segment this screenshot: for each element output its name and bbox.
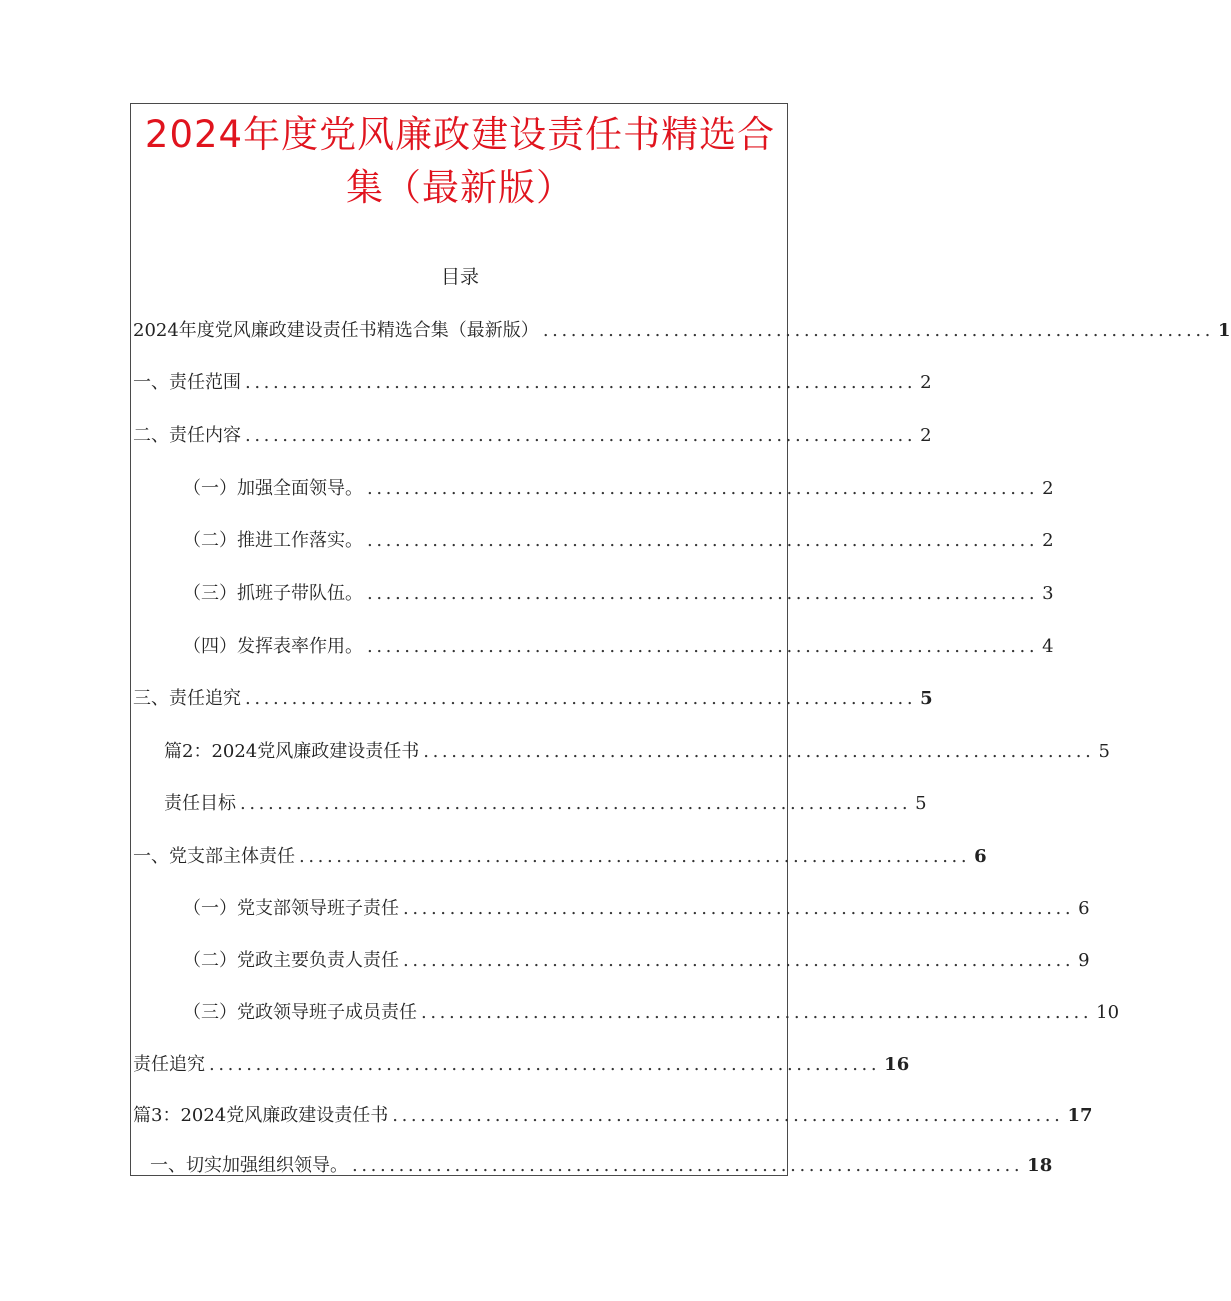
toc-entry-label: （一）加强全面领导。 <box>183 478 363 499</box>
document-title <box>0 108 920 214</box>
toc-leader-dots: ........................................................................ <box>367 583 1039 604</box>
toc-entry[interactable] <box>183 632 1054 662</box>
toc-entry[interactable] <box>183 946 1090 976</box>
toc-entry-page: 10 <box>1096 1002 1120 1023</box>
toc-entry-page: 6 <box>1078 898 1090 919</box>
toc-leader-dots: ........................................................................ <box>245 372 917 393</box>
toc-entry-page: 2 <box>920 372 932 393</box>
toc-entry-page: 5 <box>1098 741 1110 762</box>
toc-leader-dots: ........................................................................ <box>240 793 912 814</box>
toc-leader-dots: ........................................................................ <box>245 688 917 709</box>
toc-leader-dots: ........................................................................ <box>299 846 971 867</box>
toc-heading: 目录 <box>440 266 479 288</box>
toc-entry-page: 5 <box>915 793 927 814</box>
toc-leader-dots: ........................................................................ <box>367 478 1039 499</box>
toc-leader-dots: ........................................................................ <box>421 1002 1093 1023</box>
toc-entry[interactable] <box>133 421 932 451</box>
toc-entry-label: 责任目标 <box>164 793 236 814</box>
toc-entry-page: 1 <box>1217 320 1231 341</box>
toc-entry-page: 3 <box>1042 583 1054 604</box>
toc-entry-label: （一）党支部领导班子责任 <box>183 898 399 919</box>
toc-entry-page: 4 <box>1042 636 1054 657</box>
toc-entry-label: 一、切实加强组织领导。 <box>150 1155 348 1176</box>
toc-entry-label: 二、责任内容 <box>133 425 241 446</box>
toc-entry-label: 责任追究 <box>133 1054 205 1075</box>
toc-entry[interactable] <box>133 842 987 872</box>
toc-entry-page: 2 <box>1042 530 1054 551</box>
toc-leader-dots: ........................................................................ <box>209 1054 881 1075</box>
toc-leader-dots: ........................................................................ <box>403 950 1075 971</box>
toc-entry[interactable] <box>150 1151 1053 1181</box>
toc-leader-dots: ........................................................................ <box>542 320 1214 341</box>
toc-entry-label: （三）抓班子带队伍。 <box>183 583 363 604</box>
toc-entry[interactable] <box>164 789 927 819</box>
toc-entry-label: 一、党支部主体责任 <box>133 846 295 867</box>
toc-entry-page: 6 <box>974 846 987 867</box>
toc-entry-page: 9 <box>1078 950 1090 971</box>
toc-entry-page: 17 <box>1067 1105 1093 1126</box>
toc-leader-dots: ........................................................................ <box>352 1155 1024 1176</box>
toc-entry[interactable] <box>133 316 1231 346</box>
toc-entry-label: （二）推进工作落实。 <box>183 530 363 551</box>
toc-entry[interactable] <box>133 1101 1093 1131</box>
toc-entry[interactable] <box>133 368 932 398</box>
toc-entry-label: 三、责任追究 <box>133 688 241 709</box>
toc-entry[interactable] <box>183 579 1054 609</box>
toc-entry-label: 篇3：2024党风廉政建设责任书 <box>133 1105 389 1126</box>
toc-entry[interactable] <box>183 526 1054 556</box>
toc-entry-label: （三）党政领导班子成员责任 <box>183 1002 417 1023</box>
toc-entry[interactable] <box>183 998 1120 1028</box>
toc-entry-label: 2024年度党风廉政建设责任书精选合集（最新版） <box>133 320 539 341</box>
toc-entry-page: 2 <box>1042 478 1054 499</box>
toc-entry[interactable] <box>133 1050 910 1080</box>
toc-entry-label: 一、责任范围 <box>133 372 241 393</box>
toc-leader-dots: ........................................................................ <box>367 530 1039 551</box>
toc-entry[interactable] <box>183 474 1054 504</box>
toc-entry-page: 18 <box>1027 1155 1053 1176</box>
toc-entry-page: 2 <box>920 425 932 446</box>
toc-leader-dots: ........................................................................ <box>423 741 1095 762</box>
toc-leader-dots: ........................................................................ <box>367 636 1039 657</box>
toc-leader-dots: ........................................................................ <box>245 425 917 446</box>
document-title-line-1: 2024年度党风廉政建设责任书精选合 <box>144 113 776 156</box>
toc-entry-label: （四）发挥表率作用。 <box>183 636 363 657</box>
toc-entry[interactable] <box>133 684 933 714</box>
toc-entry-page: 16 <box>884 1054 910 1075</box>
toc-entry[interactable] <box>183 894 1090 924</box>
toc-entry-label: （二）党政主要负责人责任 <box>183 950 399 971</box>
toc-leader-dots: ........................................................................ <box>392 1105 1064 1126</box>
toc-entry-page: 5 <box>920 688 933 709</box>
toc-entry[interactable] <box>164 737 1110 767</box>
toc-entry-label: 篇2：2024党风廉政建设责任书 <box>164 741 420 762</box>
toc-leader-dots: ........................................................................ <box>403 898 1075 919</box>
document-title-line-2: 集（最新版） <box>346 166 574 209</box>
